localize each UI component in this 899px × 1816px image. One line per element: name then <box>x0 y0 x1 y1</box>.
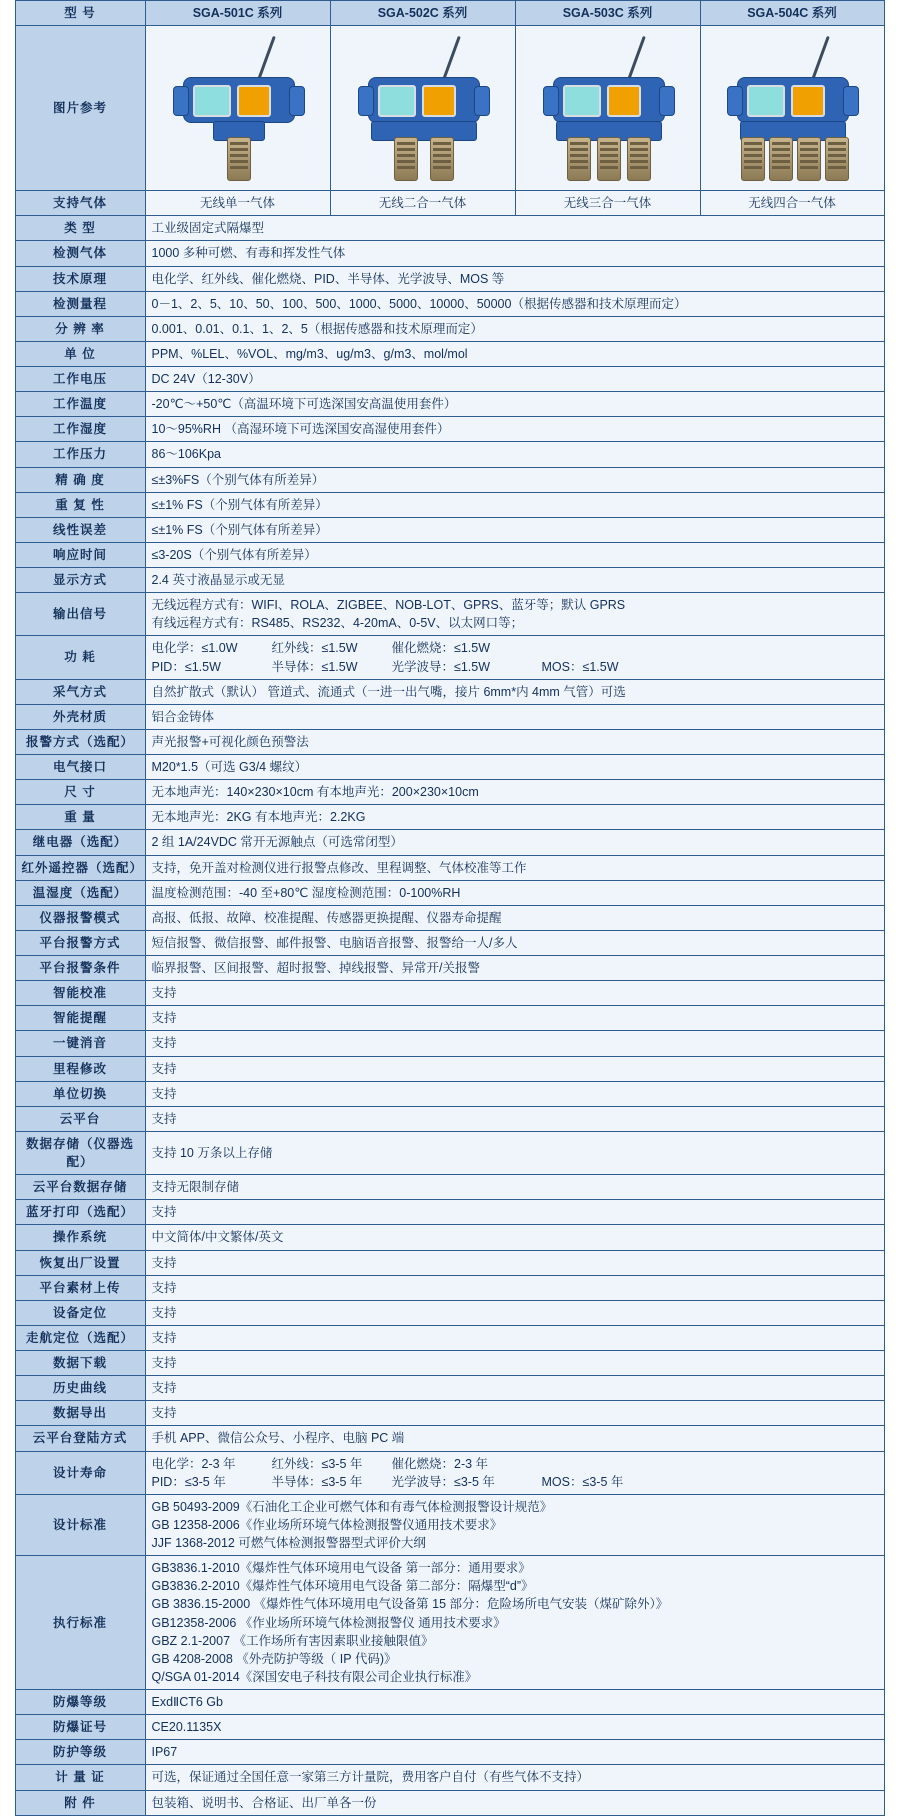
spec-value: 支持 <box>145 981 884 1006</box>
spec-label: 工作温度 <box>15 392 145 417</box>
spec-row <box>15 1351 884 1376</box>
design-standard-label: 设计标准 <box>15 1494 145 1555</box>
spec-row <box>15 568 884 593</box>
spec-row <box>15 316 884 341</box>
standard-line: GBZ 2.1-2007 《工作场所有害因素职业接触限值》 <box>151 1633 434 1648</box>
photo-label: 图片参考 <box>15 26 145 191</box>
spec-row <box>15 905 884 930</box>
model-501: SGA-501C 系列 <box>145 1 330 26</box>
spec-row <box>15 216 884 241</box>
model-503: SGA-503C 系列 <box>515 1 700 26</box>
standard-line: GB3836.2-2010《爆炸性气体环境用电气设备 第二部分：隔爆型“d”》 <box>151 1579 534 1594</box>
spec-row <box>15 1250 884 1275</box>
spec-label: 里程修改 <box>15 1056 145 1081</box>
spec-value: 支持 <box>145 1300 884 1325</box>
design-life-row <box>15 1451 884 1494</box>
spec-value: ExdⅡCT6 Gb <box>145 1690 884 1715</box>
spec-value: 声光报警+可视化颜色预警法 <box>145 729 884 754</box>
spec-value: 高报、低报、故障、校准提醒、传感器更换提醒、仪器寿命提醒 <box>145 905 884 930</box>
spec-label: 云平台 <box>15 1106 145 1131</box>
standard-line: GB 3836.15-2000 《爆炸性气体环境用电气设备第 15 部分：危险场所电气安装（煤矿除外）》 <box>151 1597 669 1612</box>
spec-label: 分 辨 率 <box>15 316 145 341</box>
spec-value: 可选，保证通过全国任意一家第三方计量院，费用客户自付（有些气体不支持） <box>145 1765 884 1790</box>
spec-value: CE20.1135X <box>145 1715 884 1740</box>
spec-value: 中文简体/中文繁体/英文 <box>145 1225 884 1250</box>
spec-row <box>15 679 884 704</box>
spec-value: 手机 APP、微信公众号、小程序、电脑 PC 端 <box>145 1426 884 1451</box>
spec-row <box>15 392 884 417</box>
spec-label: 重 复 性 <box>15 492 145 517</box>
design-life-label: 设计寿命 <box>15 1451 145 1494</box>
exec-standard-label: 执行标准 <box>15 1556 145 1690</box>
spec-row <box>15 467 884 492</box>
spec-row <box>15 517 884 542</box>
design-standard-value <box>145 1494 884 1555</box>
spec-row <box>15 1715 884 1740</box>
spec-row <box>15 492 884 517</box>
spec-row <box>15 1690 884 1715</box>
device-image-501 <box>145 26 330 191</box>
output-line-2: 有线远程方式有：RS485、RS232、4-20mA、0-5V、以太网口等； <box>151 616 524 631</box>
spec-row <box>15 1175 884 1200</box>
spec-value: 支持 <box>145 1275 884 1300</box>
spec-value: 自然扩散式（默认） 管道式、流通式（一进一出气嘴，接片 6mm*内 4mm 气管）可选 <box>145 679 884 704</box>
spec-label: 采气方式 <box>15 679 145 704</box>
spec-value: 支持 <box>145 1351 884 1376</box>
spec-label: 继电器（选配） <box>15 830 145 855</box>
spec-row <box>15 266 884 291</box>
spec-label: 显示方式 <box>15 568 145 593</box>
model-label: 型 号 <box>15 1 145 26</box>
spec-value: 温度检测范围：-40 至+80℃ 湿度检测范围：0-100%RH <box>145 880 884 905</box>
device-image-504 <box>700 26 884 191</box>
spec-label: 技术原理 <box>15 266 145 291</box>
spec-label: 响应时间 <box>15 542 145 567</box>
spec-label: 平台报警方式 <box>15 930 145 955</box>
gas-support-label: 支持气体 <box>15 191 145 216</box>
spec-value: 1000 多种可燃、有毒和挥发性气体 <box>145 241 884 266</box>
design-standard-row <box>15 1494 884 1555</box>
spec-value: 支持 <box>145 1250 884 1275</box>
spec-value: 支持 <box>145 1106 884 1131</box>
spec-row <box>15 805 884 830</box>
spec-value: ≤±3%FS（个别气体有所差异） <box>145 467 884 492</box>
spec-value: 支持 <box>145 1401 884 1426</box>
spec-label: 尺 寸 <box>15 780 145 805</box>
spec-value: 支持 <box>145 1325 884 1350</box>
spec-value: M20*1.5（可选 G3/4 螺纹） <box>145 755 884 780</box>
life-cell <box>542 1455 662 1473</box>
spec-value: 支持无限制存储 <box>145 1175 884 1200</box>
spec-label: 蓝牙打印（选配） <box>15 1200 145 1225</box>
spec-value: ≤3-20S（个别气体有所差异） <box>145 542 884 567</box>
spec-row <box>15 830 884 855</box>
spec-value: IP67 <box>145 1740 884 1765</box>
spec-row <box>15 930 884 955</box>
standard-line: GB3836.1-2010《爆炸性气体环境用电气设备 第一部分：通用要求》 <box>151 1561 531 1576</box>
power-cell: PID：≤1.5W <box>151 659 221 674</box>
spec-label: 外壳材质 <box>15 704 145 729</box>
gas-support-503: 无线三合一气体 <box>515 191 700 216</box>
spec-label: 云平台登陆方式 <box>15 1426 145 1451</box>
spec-value: 支持 10 万条以上存储 <box>145 1131 884 1174</box>
spec-label: 防爆证号 <box>15 1715 145 1740</box>
spec-value: 支持 <box>145 1376 884 1401</box>
gas-support-501: 无线单一气体 <box>145 191 330 216</box>
spec-value: 无本地声光：2KG 有本地声光：2.2KG <box>145 805 884 830</box>
spec-label: 检测气体 <box>15 241 145 266</box>
spec-row <box>15 1325 884 1350</box>
spec-label: 历史曲线 <box>15 1376 145 1401</box>
life-cell: 催化燃烧：2-3 年 <box>391 1456 489 1471</box>
exec-standard-row <box>15 1556 884 1690</box>
life-line-2 <box>152 1473 878 1491</box>
spec-table <box>15 0 885 1816</box>
spec-value: 支持 <box>145 1056 884 1081</box>
spec-value: 支持 <box>145 1031 884 1056</box>
spec-value: 无本地声光：140×230×10cm 有本地声光：200×230×10cm <box>145 780 884 805</box>
spec-label: 单位切换 <box>15 1081 145 1106</box>
power-cell: 电化学：≤1.0W <box>151 641 238 656</box>
standard-line: GB12358-2006 《作业场所环境气体检测报警仪 通用技术要求》 <box>151 1615 506 1630</box>
power-cell: 红外线：≤1.5W <box>271 641 358 656</box>
power-cell: 光学波导：≤1.5W <box>391 659 491 674</box>
power-label: 功 耗 <box>15 636 145 679</box>
device-image-503 <box>515 26 700 191</box>
spec-label: 类 型 <box>15 216 145 241</box>
life-line-1 <box>152 1455 878 1473</box>
spec-row <box>15 341 884 366</box>
spec-row <box>15 1740 884 1765</box>
design-life-value <box>145 1451 884 1494</box>
spec-value: 短信报警、微信报警、邮件报警、电脑语音报警、报警给一人/多人 <box>145 930 884 955</box>
spec-value: 2.4 英寸液晶显示或无显 <box>145 568 884 593</box>
spec-row <box>15 1275 884 1300</box>
spec-row <box>15 367 884 392</box>
spec-value: DC 24V（12-30V） <box>145 367 884 392</box>
spec-label: 防护等级 <box>15 1740 145 1765</box>
spec-label: 电气接口 <box>15 755 145 780</box>
spec-row <box>15 729 884 754</box>
spec-label: 操作系统 <box>15 1225 145 1250</box>
spec-label: 仪器报警模式 <box>15 905 145 930</box>
spec-row <box>15 1081 884 1106</box>
model-502: SGA-502C 系列 <box>330 1 515 26</box>
spec-label: 线性误差 <box>15 517 145 542</box>
spec-row <box>15 1106 884 1131</box>
output-signal-row <box>15 593 884 636</box>
life-cell: PID：≤3-5 年 <box>151 1474 226 1489</box>
spec-row <box>15 1376 884 1401</box>
gas-support-row <box>15 191 884 216</box>
spec-row <box>15 1131 884 1174</box>
spec-value: 10～95%RH （高湿环境下可选深国安高湿使用套件） <box>145 417 884 442</box>
power-cell: 半导体：≤1.5W <box>271 659 358 674</box>
spec-row <box>15 1765 884 1790</box>
spec-row <box>15 1200 884 1225</box>
standard-line: GB 12358-2006《作业场所环境气体检测报警仪通用技术要求》 <box>151 1517 503 1532</box>
spec-label: 重 量 <box>15 805 145 830</box>
spec-row <box>15 417 884 442</box>
spec-value: 包装箱、说明书、合格证、出厂单各一份 <box>145 1790 884 1815</box>
standard-line: GB 4208-2008 《外壳防护等级（ IP 代码)》 <box>151 1651 397 1666</box>
spec-value: ≤±1% FS（个别气体有所差异） <box>145 492 884 517</box>
spec-label: 单 位 <box>15 341 145 366</box>
spec-value: 0.001、0.01、0.1、1、2、5（根据传感器和技术原理而定） <box>145 316 884 341</box>
spec-value: 0－1、2、5、10、50、100、500、1000、5000、10000、50000（根据传感器和技术原理而定） <box>145 291 884 316</box>
spec-row <box>15 1426 884 1451</box>
spec-row <box>15 542 884 567</box>
gas-support-502: 无线二合一气体 <box>330 191 515 216</box>
table-header-row <box>15 1 884 26</box>
spec-label: 智能校准 <box>15 981 145 1006</box>
spec-value: -20℃～+50℃（高温环境下可选深国安高温使用套件） <box>145 392 884 417</box>
output-signal-value <box>145 593 884 636</box>
spec-label: 报警方式（选配） <box>15 729 145 754</box>
spec-value: 支持 <box>145 1081 884 1106</box>
spec-label: 数据存储（仪器选配） <box>15 1131 145 1174</box>
spec-row <box>15 1031 884 1056</box>
spec-row <box>15 855 884 880</box>
spec-row <box>15 780 884 805</box>
spec-row <box>15 704 884 729</box>
spec-label: 一键消音 <box>15 1031 145 1056</box>
spec-label: 恢复出厂设置 <box>15 1250 145 1275</box>
power-cell: 催化燃烧：≤1.5W <box>391 641 491 656</box>
spec-label: 红外遥控器（选配） <box>15 855 145 880</box>
spec-label: 温湿度（选配） <box>15 880 145 905</box>
power-cell: MOS：≤1.5W <box>541 659 619 674</box>
spec-label: 走航定位（选配） <box>15 1325 145 1350</box>
spec-row <box>15 1401 884 1426</box>
output-line-1: 无线远程方式有：WIFI、ROLA、ZIGBEE、NOB-LOT、GPRS、蓝牙等；默认 GPRS <box>151 598 626 613</box>
spec-value: 电化学、红外线、催化燃烧、PID、半导体、光学波导、MOS 等 <box>145 266 884 291</box>
spec-value: 86～106Kpa <box>145 442 884 467</box>
life-cell: 光学波导：≤3-5 年 <box>391 1474 495 1489</box>
spec-label: 设备定位 <box>15 1300 145 1325</box>
spec-label: 平台素材上传 <box>15 1275 145 1300</box>
life-cell: 红外线：≤3-5 年 <box>271 1456 363 1471</box>
power-cell <box>542 639 662 657</box>
spec-row <box>15 880 884 905</box>
spec-label: 精 确 度 <box>15 467 145 492</box>
spec-label: 云平台数据存储 <box>15 1175 145 1200</box>
spec-row <box>15 755 884 780</box>
power-line-2 <box>152 658 878 676</box>
spec-row <box>15 241 884 266</box>
spec-value: 2 组 1A/24VDC 常开无源触点（可选常闭型） <box>145 830 884 855</box>
spec-row <box>15 442 884 467</box>
spec-row <box>15 1790 884 1815</box>
spec-value: ≤±1% FS（个别气体有所差异） <box>145 517 884 542</box>
spec-row <box>15 1006 884 1031</box>
spec-label: 数据下载 <box>15 1351 145 1376</box>
standard-line: GB 50493-2009《石油化工企业可燃气体和有毒气体检测报警设计规范》 <box>151 1499 553 1514</box>
standard-line: JJF 1368-2012 可燃气体检测报警器型式评价大纲 <box>151 1536 426 1550</box>
standard-line: Q/SGA 01-2014《深国安电子科技有限公司企业执行标准》 <box>151 1669 478 1684</box>
spec-row <box>15 981 884 1006</box>
spec-label: 计 量 证 <box>15 1765 145 1790</box>
spec-label: 检测量程 <box>15 291 145 316</box>
spec-label: 工作电压 <box>15 367 145 392</box>
spec-row <box>15 291 884 316</box>
life-cell: MOS：≤3-5 年 <box>541 1474 624 1489</box>
output-signal-label: 输出信号 <box>15 593 145 636</box>
spec-label: 数据导出 <box>15 1401 145 1426</box>
power-value <box>145 636 884 679</box>
life-cell: 电化学：2-3 年 <box>151 1456 236 1471</box>
life-cell: 半导体：≤3-5 年 <box>271 1474 363 1489</box>
model-504: SGA-504C 系列 <box>700 1 884 26</box>
spec-row <box>15 1300 884 1325</box>
power-row <box>15 636 884 679</box>
spec-label: 平台报警条件 <box>15 956 145 981</box>
spec-value: 支持 <box>145 1006 884 1031</box>
device-image-502 <box>330 26 515 191</box>
spec-row <box>15 956 884 981</box>
spec-value: 临界报警、区间报警、超时报警、掉线报警、异常开/关报警 <box>145 956 884 981</box>
spec-row <box>15 1225 884 1250</box>
spec-row <box>15 1056 884 1081</box>
spec-label: 智能提醒 <box>15 1006 145 1031</box>
gas-support-504: 无线四合一气体 <box>700 191 884 216</box>
spec-label: 附 件 <box>15 1790 145 1815</box>
spec-label: 工作压力 <box>15 442 145 467</box>
exec-standard-value <box>145 1556 884 1690</box>
spec-value: 支持 <box>145 1200 884 1225</box>
spec-value: PPM、%LEL、%VOL、mg/m3、ug/m3、g/m3、mol/mol <box>145 341 884 366</box>
spec-value: 支持，免开盖对检测仪进行报警点修改、里程调整、气体校准等工作 <box>145 855 884 880</box>
power-line-1 <box>152 639 878 657</box>
spec-value: 工业级固定式隔爆型 <box>145 216 884 241</box>
spec-value: 铝合金铸体 <box>145 704 884 729</box>
spec-label: 防爆等级 <box>15 1690 145 1715</box>
photo-row <box>15 26 884 191</box>
spec-label: 工作湿度 <box>15 417 145 442</box>
